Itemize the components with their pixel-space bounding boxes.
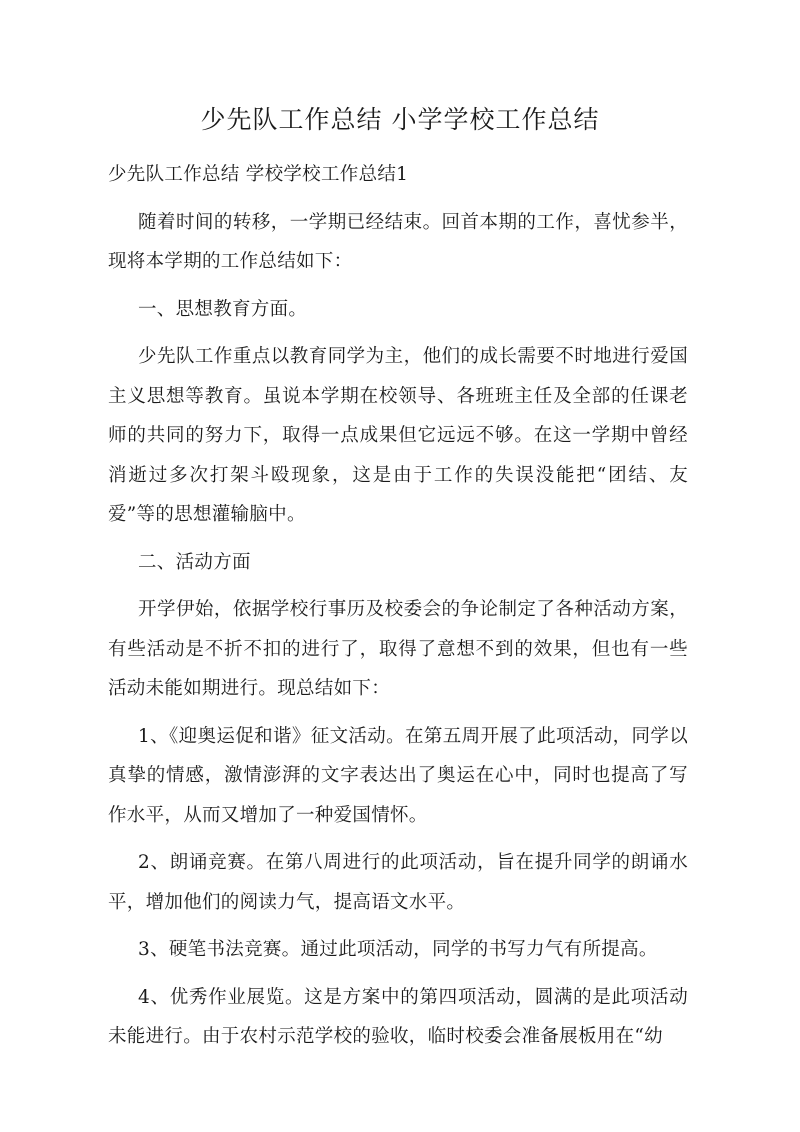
list-item-calligraphy: 3、硬笔书法竞赛。通过此项活动，同学的书写力气有所提高。 <box>138 939 658 960</box>
section-heading-activities: 二、活动方面 <box>138 551 251 573</box>
section-heading-ideology: 一、思想教育方面。 <box>138 298 308 320</box>
document-title: 少先队工作总结 小学学校工作总结 <box>200 105 600 134</box>
list-item-homework-exhibit: 4、优秀作业展览。这是方案中的第四项活动，圆满的是此项活动未能进行。由于农村示范学校的验收，临时校委会准备展板用在“幼 <box>108 986 688 1047</box>
document-body <box>108 155 688 1057</box>
document-subtitle: 少先队工作总结 学校学校工作总结1 <box>108 164 409 185</box>
paragraph-ideology: 少先队工作重点以教育同学为主，他们的成长需要不时地进行爱国主义思想等教育。虽说本学期在校领导、各班班主任及全部的任课老师的共同的努力下，取得一点成果但它远远不够。在这一学期中曾经消逝过多次打架斗殴现象，这是由于工作的失误没能把“团结、友爱”等的思想灌输脑中。 <box>108 346 688 525</box>
list-item-recitation: 2、朗诵竞赛。在第八周进行的此项活动，旨在提升同学的朗诵水平，增加他们的阅读力气，提高语文水平。 <box>108 852 688 913</box>
paragraph-activities: 开学伊始，依据学校行事历及校委会的争论制定了各种活动方案，有些活动是不折不扣的进行了，取得了意想不到的效果，但也有一些活动未能如期进行。现总结如下： <box>108 599 688 699</box>
list-item-essay: 1、《迎奥运促和谐》征文活动。在第五周开展了此项活动，同学以真挚的情感，激情澎湃的文字表达出了奥运在心中，同时也提高了写作水平，从而又增加了一种爱国情怀。 <box>108 725 688 826</box>
paragraph-intro: 随着时间的转移，一学期已经结束。回首本期的工作，喜忧参半，现将本学期的工作总结如下： <box>108 211 688 272</box>
